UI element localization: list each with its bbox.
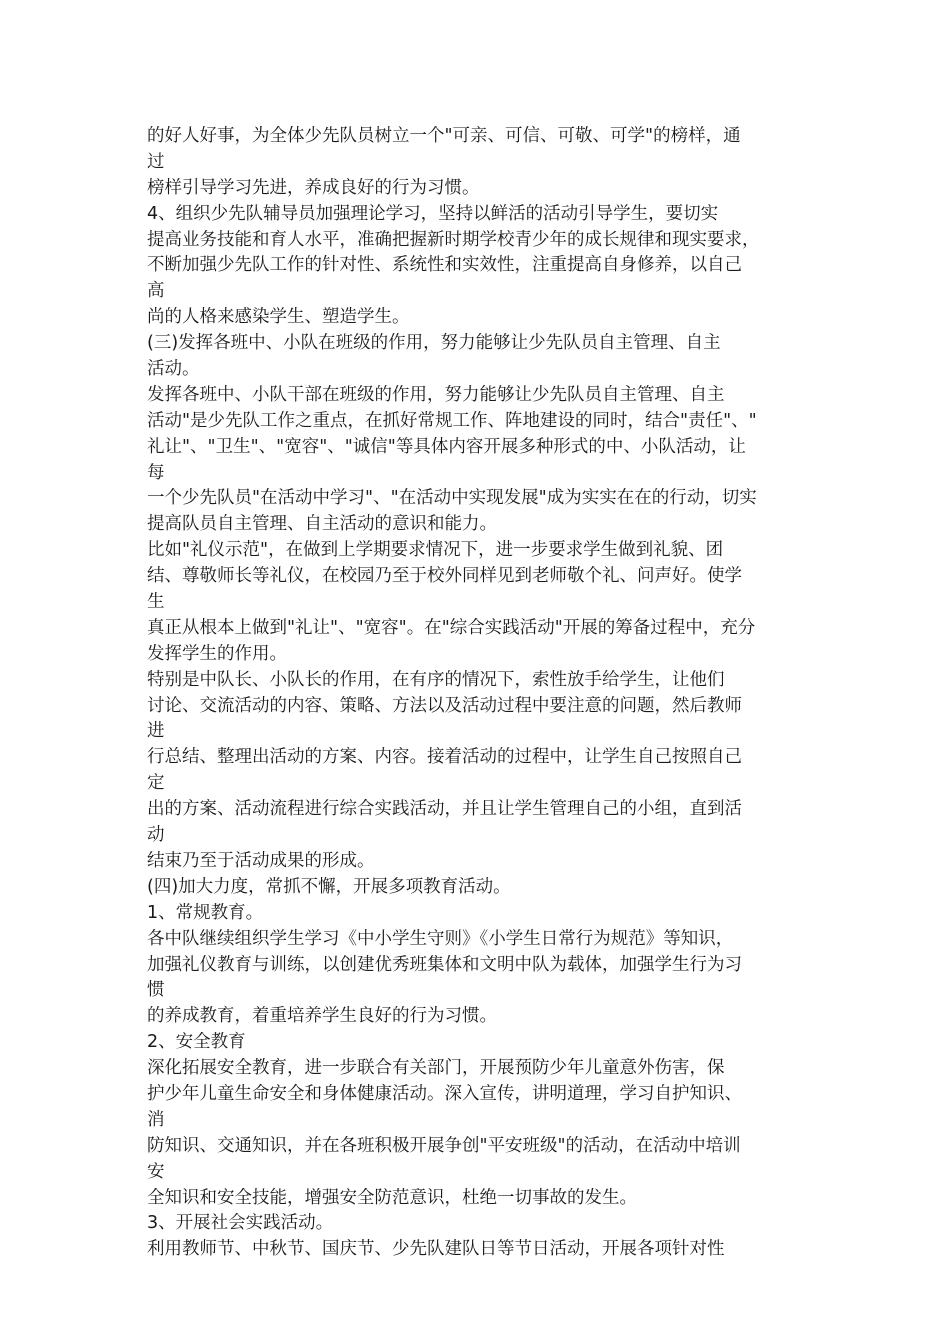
text-line: 不断加强少先队工作的针对性、系统性和实效性，注重提高自身修养，以自己 <box>147 255 742 276</box>
text-line: 比如"礼仪示范"，在做到上学期要求情况下，进一步要求学生做到礼貌、团 <box>147 540 724 561</box>
text-line: 安 <box>147 1161 165 1182</box>
text-line: (三)发挥各班中、小队在班级的作用，努力能够让少先队员自主管理、自主 <box>147 333 721 354</box>
text-line: 3、开展社会实践活动。 <box>147 1213 334 1234</box>
text-line: 消 <box>147 1109 165 1130</box>
text-line: 活动。 <box>147 359 200 380</box>
text-line: 动 <box>147 825 165 846</box>
text-line: 4、组织少先队辅导员加强理论学习，坚持以鲜活的活动引导学生，要切实 <box>147 203 719 224</box>
text-line: 过 <box>147 151 165 172</box>
text-line: 发挥学生的作用。 <box>147 643 287 664</box>
text-line: 活动"是少先队工作之重点，在抓好常规工作、阵地建设的同时，结合"责任"、" <box>147 410 757 431</box>
text-line: 结束乃至于活动成果的形成。 <box>147 850 375 871</box>
text-line: 2、安全教育 <box>147 1032 246 1053</box>
text-line: 加强礼仪教育与训练，以创建优秀班集体和文明中队为载体，加强学生行为习 <box>147 954 742 975</box>
text-line: 真正从根本上做到"礼让"、"宽容"。在"综合实践活动"开展的筹备过程中，充分 <box>147 617 756 638</box>
text-line: 提高业务技能和育人水平，准确把握新时期学校青少年的成长规律和现实要求， <box>147 229 760 250</box>
text-line: 提高队员自主管理、自主活动的意识和能力。 <box>147 514 497 535</box>
text-line: 一个少先队员"在活动中学习"、"在活动中实现发展"成为实实在在的行动，切实 <box>147 488 757 509</box>
text-line: 护少年儿童生命安全和身体健康活动。深入宣传，讲明道理，学习自护知识、 <box>147 1083 742 1104</box>
text-line: 深化拓展安全教育，进一步联合有关部门，开展预防少年儿童意外伤害，保 <box>147 1058 725 1079</box>
text-line: 定 <box>147 773 165 794</box>
text-line: 结、尊敬师长等礼仪，在校园乃至于校外同样见到老师敬个礼、问声好。使学 <box>147 566 742 587</box>
text-line: 生 <box>147 592 165 613</box>
text-line: 每 <box>147 462 165 483</box>
text-line: 的好人好事，为全体少先队员树立一个"可亲、可信、可敬、可学"的榜样，通 <box>147 126 741 146</box>
text-line: 全知识和安全技能，增强安全防范意识，杜绝一切事故的发生。 <box>147 1187 637 1208</box>
document-body <box>147 124 817 1263</box>
text-line: 惯 <box>147 980 165 1001</box>
text-line: 发挥各班中、小队干部在班级的作用，努力能够让少先队员自主管理、自主 <box>147 384 725 405</box>
text-line: 的养成教育，着重培养学生良好的行为习惯。 <box>147 1006 497 1027</box>
text-line: 讨论、交流活动的内容、策略、方法以及活动过程中要注意的问题，然后教师 <box>147 695 742 716</box>
text-line: 利用教师节、中秋节、国庆节、少先队建队日等节日活动，开展各项针对性 <box>147 1239 725 1260</box>
text-line: 各中队继续组织学生学习《中小学生守则》《小学生日常行为规范》等知识， <box>147 928 734 949</box>
text-line: 高 <box>147 281 165 302</box>
text-line: (四)加大力度，常抓不懈，开展多项教育活动。 <box>147 876 511 897</box>
text-line: 出的方案、活动流程进行综合实践活动，并且让学生管理自己的小组，直到活 <box>147 799 742 820</box>
text-line: 榜样引导学习先进，养成良好的行为习惯。 <box>147 177 480 198</box>
text-line: 特别是中队长、小队长的作用，在有序的情况下，索性放手给学生，让他们 <box>147 669 725 690</box>
text-line: 行总结、整理出活动的方案、内容。接着活动的过程中，让学生自己按照自己 <box>147 747 742 768</box>
text-line: 尚的人格来感染学生、塑造学生。 <box>147 307 410 328</box>
text-line: 1、常规教育。 <box>147 902 264 923</box>
text-line: 进 <box>147 721 165 742</box>
text-line: 礼让"、"卫生"、"宽容"、"诚信"等具体内容开展多种形式的中、小队活动，让 <box>147 436 746 457</box>
text-line: 防知识、交通知识，并在各班积极开展争创"平安班级"的活动，在活动中培训 <box>147 1135 741 1156</box>
